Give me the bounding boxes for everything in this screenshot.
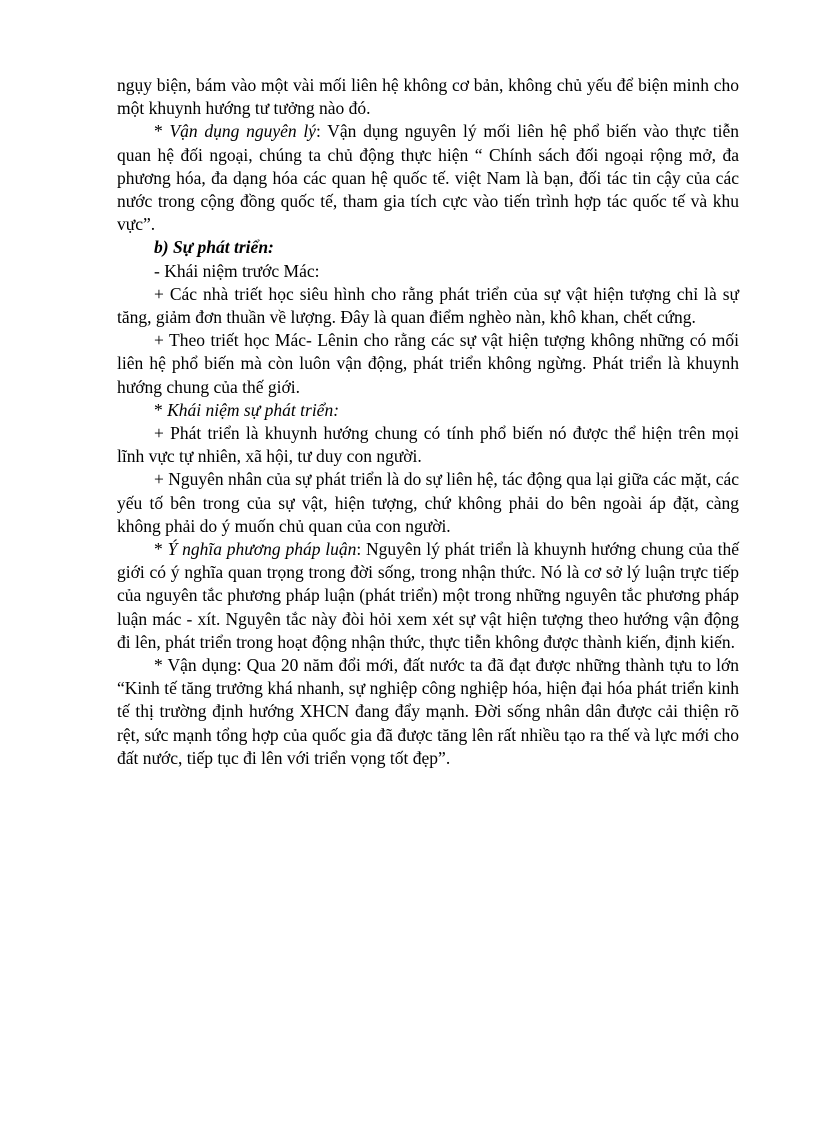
section-heading-development: b) Sự phát triển: — [154, 237, 274, 258]
paragraph-intro: ngụy biện, bám vào một vài mối liên hệ không cơ bản, không chủ yếu để biện minh cho một khuynh hướng tư tưởng nào đó. — [117, 75, 739, 119]
bullet-prefix: * — [154, 399, 168, 420]
paragraph-application: * Vận dụng: Qua 20 năm đổi mới, đất nước ta đã đạt được những thành tựu to lớn “Kinh tế tăng trưởng khá nhanh, sự nghiệp công nghiệp hóa, hiện đại hóa phát triển kinh tế thị trường định hướng XHCN đang đẩy mạnh. Đời sống nhân dân được cải thiện rõ rệt, sức mạnh tổng hợp của quốc gia đã được tăng lên rất nhiều tạo ra thế và lực mới cho đất nước, tiếp tục đi lên với triển vọng tốt đẹp”. — [117, 655, 739, 768]
concept-label: Khái niệm sự phát triển: — [167, 399, 340, 420]
paragraph-concept-universal: + Phát triển là khuynh hướng chung có tính phổ biến nó được thể hiện trên mọi lĩnh vực tự nhiên, xã hội, tư duy con người. — [117, 423, 739, 467]
bullet-prefix: * — [154, 121, 170, 142]
methodology-text: : Nguyên lý phát triển là khuynh hướng chung của thế giới có ý nghĩa quan trọng trong đời sống, trong nhận thức. Nó là cơ sở lý luận trực tiếp của nguyên tắc phương pháp luận (phát triển) một trong những nguyên tắc phương pháp luận mác - xít. Nguyên tắc này đòi hỏi xem xét sự vật hiện tượng theo hướng vận động đi lên, phát triển trong hoạt động nhận thức, thực tiễn không được thành kiến, định kiến. — [117, 539, 739, 652]
apply-principle-text: : Vận dụng nguyên lý mối liên hệ phổ biến vào thực tiễn quan hệ đối ngoại, chúng ta chủ động thực hiện “ Chính sách đối ngoại rộng mở, đa phương hóa, đa dạng hóa các quan hệ quốc tế. việt Nam là bạn, đối tác tin cậy của các nước trong cộng đồng quốc tế, tham gia tích cực vào tiến trình hợp tác quốc tế và khu vực”. — [117, 121, 740, 235]
paragraph-concept-heading — [117, 399, 739, 422]
methodology-label: Ý nghĩa phương pháp luận — [167, 539, 357, 560]
paragraph-marx-lenin: + Theo triết học Mác- Lênin cho rằng các sự vật hiện tượng không những có mối liên hệ phổ biến mà còn luôn vận động, phát triển không ngừng. Phát triển là khuynh hướng chung của thế giới. — [117, 330, 739, 397]
paragraph-concept-cause: + Nguyên nhân của sự phát triển là do sự liên hệ, tác động qua lại giữa các mặt, các yếu tố bên trong của sự vật, hiện tượng, chứ không phải do bên ngoài áp đặt, càng không phải do ý muốn chủ quan của con người. — [117, 469, 739, 536]
paragraph-apply-principle — [117, 120, 739, 236]
paragraph-methodology — [117, 538, 739, 654]
paragraph-pre-marx: - Khái niệm trước Mác: — [154, 260, 320, 281]
bullet-prefix: * — [154, 539, 168, 560]
apply-principle-label: Vận dụng nguyên lý — [169, 121, 316, 142]
paragraph-metaphysics: + Các nhà triết học siêu hình cho rằng phát triển của sự vật hiện tượng chỉ là sự tăng, giảm đơn thuần về lượng. Đây là quan điểm nghèo nàn, khô khan, chết cứng. — [117, 283, 739, 328]
page-bottom-edge — [0, 1115, 816, 1123]
document-page — [117, 74, 739, 770]
